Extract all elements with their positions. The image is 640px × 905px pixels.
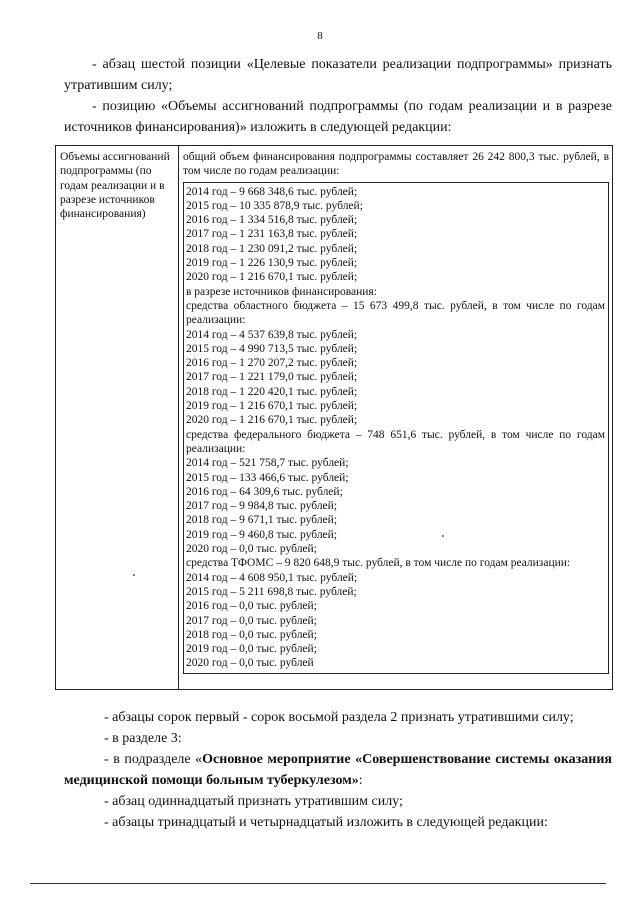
funding-line: 2014 год – 9 668 348,6 тыс. рублей; bbox=[186, 185, 358, 198]
funding-line: 2018 год – 9 671,1 тыс. рублей; bbox=[186, 514, 338, 527]
funding-line: средства ТФОМС – 9 820 648,9 тыс. рублей, в том числе по годам реализации: bbox=[186, 557, 571, 570]
funding-line: 2019 год – 1 216 670,1 тыс. рублей; bbox=[186, 400, 358, 413]
table-label: Объемы ассигнований подпрограммы (по годам реализации и в разрезе источников финансирования) bbox=[60, 151, 170, 221]
funding-line: средства федерального бюджета – 748 651,6 тыс. рублей, в том числе по годам реализации: bbox=[186, 428, 605, 455]
funding-line: 2020 год – 1 216 670,1 тыс. рублей; bbox=[186, 271, 358, 284]
after-paragraph-2: - в разделе 3: bbox=[104, 731, 182, 746]
scan-speck bbox=[442, 535, 444, 537]
funding-line: 2017 год – 9 984,8 тыс. рублей; bbox=[186, 500, 338, 513]
funding-line: 2019 год – 0,0 тыс. рублей; bbox=[186, 643, 317, 656]
funding-line: 2014 год – 521 758,7 тыс. рублей; bbox=[186, 457, 349, 470]
funding-line: 2019 год – 1 226 130,9 тыс. рублей; bbox=[186, 257, 358, 270]
after-table-text bbox=[64, 707, 612, 833]
total-funding-text: общий объем финансирования подпрограммы составляет 26 242 800,3 тыс. рублей, в том числе по годам реализации: bbox=[183, 151, 609, 178]
table-label-cell bbox=[56, 146, 179, 690]
framed-amounts-block bbox=[183, 182, 609, 674]
funding-line: 2014 год – 4 608 950,1 тыс. рублей; bbox=[186, 571, 358, 584]
funding-line: 2018 год – 0,0 тыс. рублей; bbox=[186, 628, 317, 641]
funding-line: 2015 год – 133 466,6 тыс. рублей; bbox=[186, 471, 349, 484]
p3-suffix: : bbox=[358, 773, 363, 788]
funding-line: средства областного бюджета – 15 673 499,8 тыс. рублей, в том числе по годам реализации: bbox=[186, 299, 605, 327]
intro-paragraph-2: - позицию «Объемы ассигнований подпрограммы (по годам реализации и в разрезе источников финансирования)» изложить в следующей редакции: bbox=[64, 99, 612, 135]
after-paragraph-4: - абзац одиннадцатый признать утратившим силу; bbox=[104, 794, 403, 809]
funding-line: 2018 год – 1 220 420,1 тыс. рублей; bbox=[186, 385, 358, 398]
p3-prefix: - в подразделе « bbox=[104, 752, 203, 767]
p3-bold-title: Основное мероприятие «Совершенствование системы оказания медицинской помощи больным туберкулезом» bbox=[64, 752, 613, 788]
table-content-cell bbox=[179, 146, 613, 690]
page-number: 8 bbox=[317, 30, 323, 42]
after-paragraph-5: - абзацы тринадцатый и четырнадцатый изложить в следующей редакции: bbox=[104, 815, 548, 830]
funding-line: 2016 год – 64 309,6 тыс. рублей; bbox=[186, 485, 343, 498]
funding-line: 2017 год – 0,0 тыс. рублей; bbox=[186, 614, 317, 627]
after-paragraph-1: - абзацы сорок первый - сорок восьмой раздела 2 признать утратившими силу; bbox=[104, 710, 574, 725]
funding-line: 2020 год – 0,0 тыс. рублей; bbox=[186, 543, 317, 556]
funding-line: 2016 год – 0,0 тыс. рублей; bbox=[186, 600, 317, 613]
funding-line: 2014 год – 4 537 639,8 тыс. рублей; bbox=[186, 328, 358, 341]
funding-line: 2015 год – 4 990 713,5 тыс. рублей; bbox=[186, 342, 358, 355]
funding-line: в разрезе источников финансирования: bbox=[186, 285, 377, 298]
funding-line: 2016 год – 1 334 516,8 тыс. рублей; bbox=[186, 214, 358, 227]
funding-line: 2020 год – 1 216 670,1 тыс. рублей; bbox=[186, 414, 358, 427]
funding-line: 2017 год – 1 231 163,8 тыс. рублей; bbox=[186, 228, 358, 241]
after-paragraph-3 bbox=[64, 749, 612, 791]
funding-line: 2020 год – 0,0 тыс. рублей bbox=[186, 657, 314, 670]
intro-paragraph-1: - абзац шестой позиции «Целевые показатели реализации подпрограммы» признать утратившим силу; bbox=[64, 57, 612, 93]
scan-speck bbox=[133, 574, 135, 576]
allocation-table bbox=[55, 145, 613, 690]
footer-rule bbox=[30, 883, 606, 884]
funding-line: 2016 год – 1 270 207,2 тыс. рублей; bbox=[186, 357, 358, 370]
funding-line: 2018 год – 1 230 091,2 тыс. рублей; bbox=[186, 242, 358, 255]
funding-line: 2019 год – 9 460,8 тыс. рублей; bbox=[186, 528, 338, 541]
funding-line: 2017 год – 1 221 179,0 тыс. рублей; bbox=[186, 371, 358, 384]
funding-line: 2015 год – 5 211 698,8 тыс. рублей; bbox=[186, 585, 357, 598]
funding-line: 2015 год – 10 335 878,9 тыс. рублей; bbox=[186, 199, 363, 212]
